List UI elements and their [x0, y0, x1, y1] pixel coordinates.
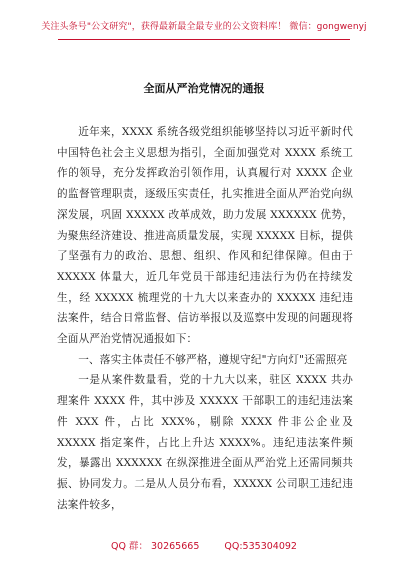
- document-title: 全面从严治党情况的通报: [143, 82, 265, 95]
- header-divider: [58, 39, 350, 40]
- body-paragraph: 一是从案件数量看，党的十九大以来，驻区 XXXX 共办理案件 XXXX 件，其中涉及 XXXXX 干部职工的违纪违法案件 XXX 件，占比 XXX%，剔除 XXXX 件非公企业及 XXXXX 指定案件，占比上升达 XXXX%。违纪违法案件频发，暴露出 XXXXXX 在纵深推进全面从严治党上还需同频共振、协同发力。二是从人员分布看，XXXXX 公司职工违纪违法案件较多，: [57, 374, 353, 511]
- footer-contact: [0, 538, 408, 552]
- footer-qq-number: QQ:535304092: [224, 541, 297, 552]
- document-body: [57, 122, 353, 515]
- footer-qq-group: QQ 群： 30265665: [111, 541, 200, 552]
- section-heading-1: 一、落实主体责任不够严格，遵规守纪"方向灯"还需照亮: [78, 353, 348, 366]
- header-banner: 关注头条号"公文研究"，获得最新最全最专业的公文资料库！ 微信：gongwenyj: [41, 22, 367, 32]
- intro-paragraph: 近年来，XXXX 系统各级党组织能够坚持以习近平新时代中国特色社会主义思想为指引，全面加强党对 XXXX 系统工作的领导，充分发挥政治引领作用，认真履行对 XXXX 企业的监督管理职责，逐级压实责任，扎实推进全面从严治党向纵深发展，巩固 XXXXX 改革成效，助力发展 XXXXXX 优势，为聚焦经济建设、推进高质量发展，实现 XXXXX 目标，提供了坚强有力的政治、思想、组织、作风和纪律保障。但由于 XXXXX 体量大，近几年党员干部违纪违法行为仍在持续发生，经 XXXXX 梳理党的十九大以来查办的 XXXXX 违纪违法案件，结合日常监督、信访举报以及巡察中发现的问题现将全面从严治党情况通报如下：: [57, 126, 353, 346]
